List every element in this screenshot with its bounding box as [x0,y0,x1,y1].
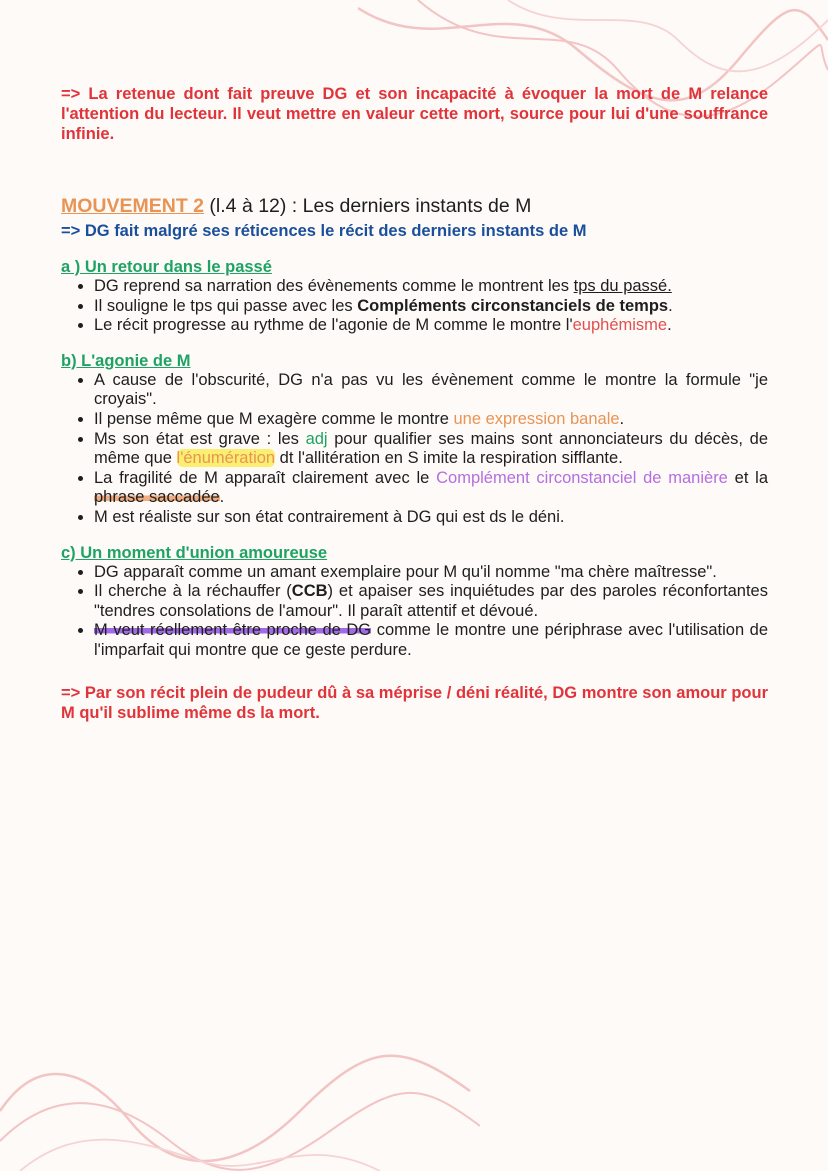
marked-term: M veut réellement être proche de DG [94,621,372,640]
marked-term: phrase saccadée [94,488,220,507]
list-item [94,582,768,621]
list-item [94,316,768,336]
bold-text: Compléments circonstanciels de temps [357,296,669,315]
green-term: adj [305,429,328,448]
highlighted-term: l'énumération [176,449,276,468]
text: Le récit progresse au rythme de l'agonie de M comme le montre l' [94,316,573,335]
text: dt l'allitération en S imite la respiration sifflante. [275,449,623,468]
list-item [94,469,768,508]
section-a-list [61,277,768,336]
movement-thesis: => DG fait malgré ses réticences le récit des derniers instants de M [61,222,587,240]
red-term: euphémisme [572,316,668,335]
underlined-text: tps du passé. [573,277,672,295]
text: . [668,296,673,315]
text: La fragilité de M apparaît clairement avec le [94,468,437,487]
text: Il cherche à la réchauffer ( [94,582,292,601]
list-item: • DG apparaît comme un amant exemplaire pour M qu'il nomme "ma chère maîtresse". [94,563,768,583]
final-conclusion: => Par son récit plein de pudeur dû à sa méprise / déni réalité, DG montre son amour pour M qu'il sublime même ds la mort. [61,683,768,722]
section-a-heading: a ) Un retour dans le passé [61,258,272,276]
text: et la [727,468,769,487]
text: Il souligne le tps qui passe avec les [94,296,358,315]
decorative-swirl-bottom [0,1031,480,1171]
intro-conclusion: => La retenue dont fait preuve DG et son incapacité à évoquer la mort de M relance l'attention du lecteur. Il veut mettre en valeur cette mort, source pour lui d'une souffrance infinie. [61,85,768,143]
text: comme le montre une périphrase avec l'utilisation de l'imparfait qui montre que ce geste perdure. [94,621,769,659]
document-page [61,84,768,739]
list-item: • A cause de l'obscurité, DG n'a pas vu les évènement comme le montre la formule "je croyais". [94,371,768,410]
movement-heading [61,194,768,218]
text: . [619,409,625,428]
movement-range: (l.4 à 12) : [204,195,303,217]
list-item [94,277,768,297]
list-item [94,297,768,317]
bold-text: CCB [291,582,328,601]
orange-term: une expression banale [453,409,620,428]
section-c-list [61,563,768,661]
text: . [667,316,672,335]
text: . [219,488,225,507]
text: Ms son état est grave : les [94,429,306,448]
section-b-heading: b) L'agonie de M [61,351,191,370]
text: ) et apaiser ses inquiétudes par des paroles réconfortantes "tendres consolations de l'amour". Il paraît attentif et dévoué. [94,582,768,620]
movement-title: MOUVEMENT 2 [61,195,205,217]
list-item [94,430,768,469]
text: pour qualifier ses mains sont annonciateurs du décès, de même que [94,429,769,468]
movement-subject: Les derniers instants de M [302,195,532,217]
section-c-heading: c) Un moment d'union amoureuse [61,543,328,562]
list-item [94,621,768,660]
section-b-list [61,371,768,528]
text: DG reprend sa narration des évènements comme le montrent les [94,277,574,295]
text: Il pense même que M exagère comme le montre [94,409,454,428]
violet-term: Complément circonstanciel de manière [436,468,728,487]
list-item: • M est réaliste sur son état contrairement à DG qui est ds le déni. [94,508,768,528]
list-item [94,410,768,430]
